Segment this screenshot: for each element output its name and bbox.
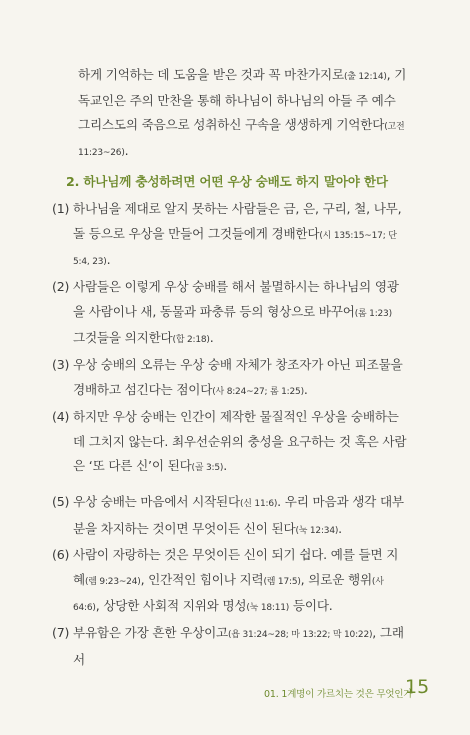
item-text: 사람이 자랑하는 것은 무엇이든 신이 되기 쉽다. 예를 들면 지혜 [73,547,399,587]
item-text: . 우리 마음과 생각 대부분을 차지하는 것이면 무엇이든 신이 된다 [73,494,404,536]
item-body [52,621,407,672]
item-text: , 그래서 [73,625,404,667]
item-text: 우상 숭배의 오류는 우상 숭배 자체가 창조자가 아닌 피조물을 경배하고 섬긴다는 점이다 [73,357,403,397]
item-reference: (욥 31:24~28; 마 13:22; 막 10:22) [228,630,373,640]
item-reference: (렘 9:23~24) [84,576,141,587]
item-text: , 의로운 행위 [300,571,372,587]
item-body [52,275,407,353]
item-reference: (골 3:5) [191,463,224,473]
item-number: (1) [52,201,70,216]
item-body [52,490,407,543]
item-number: (3) [52,357,70,372]
item-number: (4) [52,409,70,424]
item-text: 하나님을 제대로 알지 못하는 사람들은 금, 은, 구리, 철, 나무, 돌 등으로 우상을 만들어 그것들에게 경배한다 [73,201,402,241]
intro-text-1: 하게 기억하는 데 도움을 받은 것과 꼭 마찬가지로 [78,67,344,82]
item-text: 하지만 우상 숭배는 인간이 제작한 물질적인 우상을 숭배하는 데 그치지 않는다. 최우선순위의 충성을 요구하는 것 혹은 사람은 ‘또 다른 신’이 된다 [73,409,407,473]
item-text: . [209,330,214,345]
list-item-6 [52,543,407,621]
intro-reference-1: (출 12:14) [343,72,387,82]
item-text: . [338,520,342,536]
item-number: (6) [52,547,70,562]
item-reference: (눅 18:11) [246,603,290,613]
item-body [52,353,407,404]
page-number: 15 [405,676,430,698]
list-item-2 [52,275,407,353]
item-text: 우상 숭배는 마음에서 시작된다 [73,494,240,509]
item-number: (7) [52,625,70,640]
section-heading: 2. 하나님께 충성하려면 어떤 우상 숭배도 하지 말아야 한다 [66,174,388,189]
chapter-number: 01. [264,689,279,700]
item-reference: (눅 12:34) [295,525,339,536]
list-item-1 [52,197,407,275]
intro-text-3: . [124,143,129,158]
item-text: . [223,458,228,473]
list-item-4 [52,405,407,481]
item-body [52,197,407,275]
item-reference: (합 2:18) [172,335,210,345]
item-reference: (사 8:24~27; 롬 1:25) [212,386,304,397]
chapter-title: 1계명이 가르치는 것은 무엇인가 [281,689,413,700]
item-text: 등이다. [289,598,333,613]
item-text: 부유함은 가장 흔한 우상이고 [73,625,228,640]
item-body [52,543,407,621]
item-reference: (롬 1:23) [354,308,392,319]
running-footer [264,686,412,700]
list-item-7 [52,621,407,672]
item-body [52,405,407,481]
item-text: . [303,381,308,397]
intro-paragraph [78,63,408,165]
item-number: (5) [52,494,70,509]
item-text: . [106,252,111,267]
list-item-3 [52,353,407,404]
item-text: , 상당한 사회적 지위와 명성 [95,598,247,613]
item-reference: (렘 17:5) [263,576,301,587]
item-reference: (신 11:6) [239,499,278,509]
item-text: , 인간적인 힘이나 지력 [140,571,264,587]
intro-reference-2: (고전 11:23~26) [78,122,405,158]
item-number: (2) [52,279,70,294]
intro-text-2: , 기독교인은 주의 만찬을 통해 하나님이 하나님의 아들 주 예수 그리스도의 죽음으로 성취하신 구속을 생생하게 기억한다 [78,67,407,132]
item-reference: (사 64:6) [73,576,384,613]
list-item-5 [52,490,407,543]
item-text: 그것들을 의지한다 [73,330,173,345]
item-reference: (시 135:15~17; 단 5:4, 23) [73,230,397,267]
item-text: 사람들은 이렇게 우상 숭배를 해서 불멸하시는 하나님의 영광을 사람이나 새, 동물과 파충류 등의 형상으로 바꾸어 [73,279,399,319]
